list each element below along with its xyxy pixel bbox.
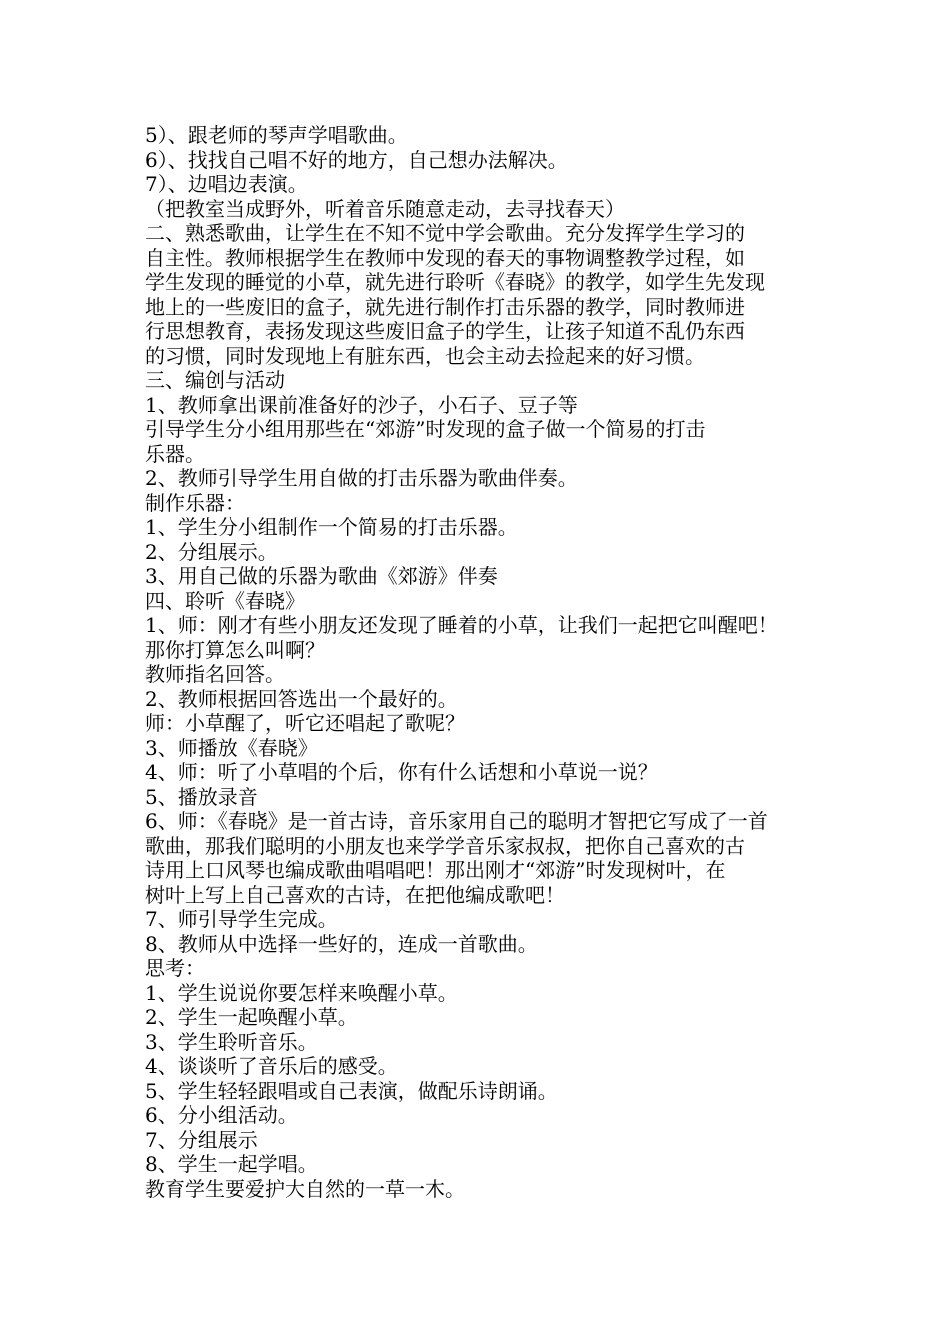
text-line: 乐器。 [145, 441, 205, 466]
section-heading: 四、聆听《春晓》 [145, 588, 305, 613]
document-body [145, 123, 815, 1201]
text-line: 4、谈谈听了音乐后的感受。 [145, 1054, 398, 1078]
text-line: 5）、跟老师的琴声学唱歌曲。 [145, 123, 408, 147]
text-line: 3、师播放《春晓》 [145, 735, 318, 760]
text-line: 1、学生说说你要怎样来唤醒小草。 [145, 980, 458, 1005]
text-line: 制作乐器： [145, 490, 245, 515]
text-line: 师：小草醒了，听它还唱起了歌呢？ [145, 711, 465, 735]
text-line: 8、教师从中选择一些好的，连成一首歌曲。 [145, 931, 538, 956]
section-heading: 三、编创与活动 [145, 368, 285, 392]
text-line: 教师指名回答。 [145, 662, 285, 686]
text-line: 7、师引导学生完成。 [145, 907, 338, 931]
text-line: （把教室当成野外，听着音乐随意走动，去寻找春天） [145, 196, 625, 221]
text-line: 4、师：听了小草唱的个后，你有什么话想和小草说一说？ [145, 760, 658, 784]
text-line: 诗用上口风琴也编成歌曲唱唱吧！那出刚才“郊游”时发现树叶，在 [145, 858, 726, 882]
text-line: 自主性。教师根据学生在教师中发现的春天的事物调整教学过程，如 [145, 245, 745, 270]
text-line: 3、学生聆听音乐。 [145, 1029, 318, 1054]
text-line: 1、教师拿出课前准备好的沙子，小石子、豆子等 [145, 392, 578, 417]
text-line: 2、教师根据回答选出一个最好的。 [145, 686, 458, 711]
text-line: 学生发现的睡觉的小草，就先进行聆听《春晓》的教学，如学生先发现 [145, 270, 765, 294]
text-line: 教育学生要爱护大自然的一草一木。 [145, 1176, 465, 1201]
text-line: 2、分组展示。 [145, 539, 278, 564]
text-line: 2、学生一起唤醒小草。 [145, 1005, 358, 1029]
text-line: 行思想教育，表扬发现这些废旧盒子的学生，让孩子知道不乱仍东西 [145, 319, 745, 343]
text-line: 2、教师引导学生用自做的打击乐器为歌曲伴奏。 [145, 466, 578, 490]
text-line: 二、熟悉歌曲，让学生在不知不觉中学会歌曲。充分发挥学生学习的 [145, 221, 745, 245]
text-line: 5、播放录音 [145, 784, 258, 809]
text-line: 的习惯，同时发现地上有脏东西，也会主动去捡起来的好习惯。 [145, 343, 705, 368]
text-line: 地上的一些废旧的盒子，就先进行制作打击乐器的教学，同时教师进 [145, 294, 745, 319]
text-line: 那你打算怎么叫啊？ [145, 637, 325, 662]
text-line: 7、分组展示 [145, 1127, 258, 1152]
text-line: 1、学生分小组制作一个简易的打击乐器。 [145, 515, 518, 539]
text-line: 引导学生分小组用那些在“郊游”时发现的盒子做一个简易的打击 [145, 417, 706, 441]
text-line: 6、分小组活动。 [145, 1103, 298, 1127]
text-line: 8、学生一起学唱。 [145, 1152, 318, 1176]
text-line: 树叶上写上自己喜欢的古诗，在把他编成歌吧！ [145, 882, 565, 907]
text-line: 6）、找找自己唱不好的地方，自己想办法解决。 [145, 147, 568, 172]
text-line: 7）、边唱边表演。 [145, 172, 308, 196]
text-line: 1、师：刚才有些小朋友还发现了睡着的小草，让我们一起把它叫醒吧！ [145, 613, 778, 637]
text-line: 5、学生轻轻跟唱或自己表演，做配乐诗朗诵。 [145, 1078, 558, 1103]
text-line: 歌曲，那我们聪明的小朋友也来学学音乐家叔叔，把你自己喜欢的古 [145, 833, 745, 858]
text-line: 6、师：《春晓》是一首古诗，音乐家用自己的聪明才智把它写成了一首 [145, 809, 768, 833]
text-line: 思考： [145, 956, 205, 980]
text-line: 3、用自己做的乐器为歌曲《郊游》伴奏 [145, 564, 498, 588]
